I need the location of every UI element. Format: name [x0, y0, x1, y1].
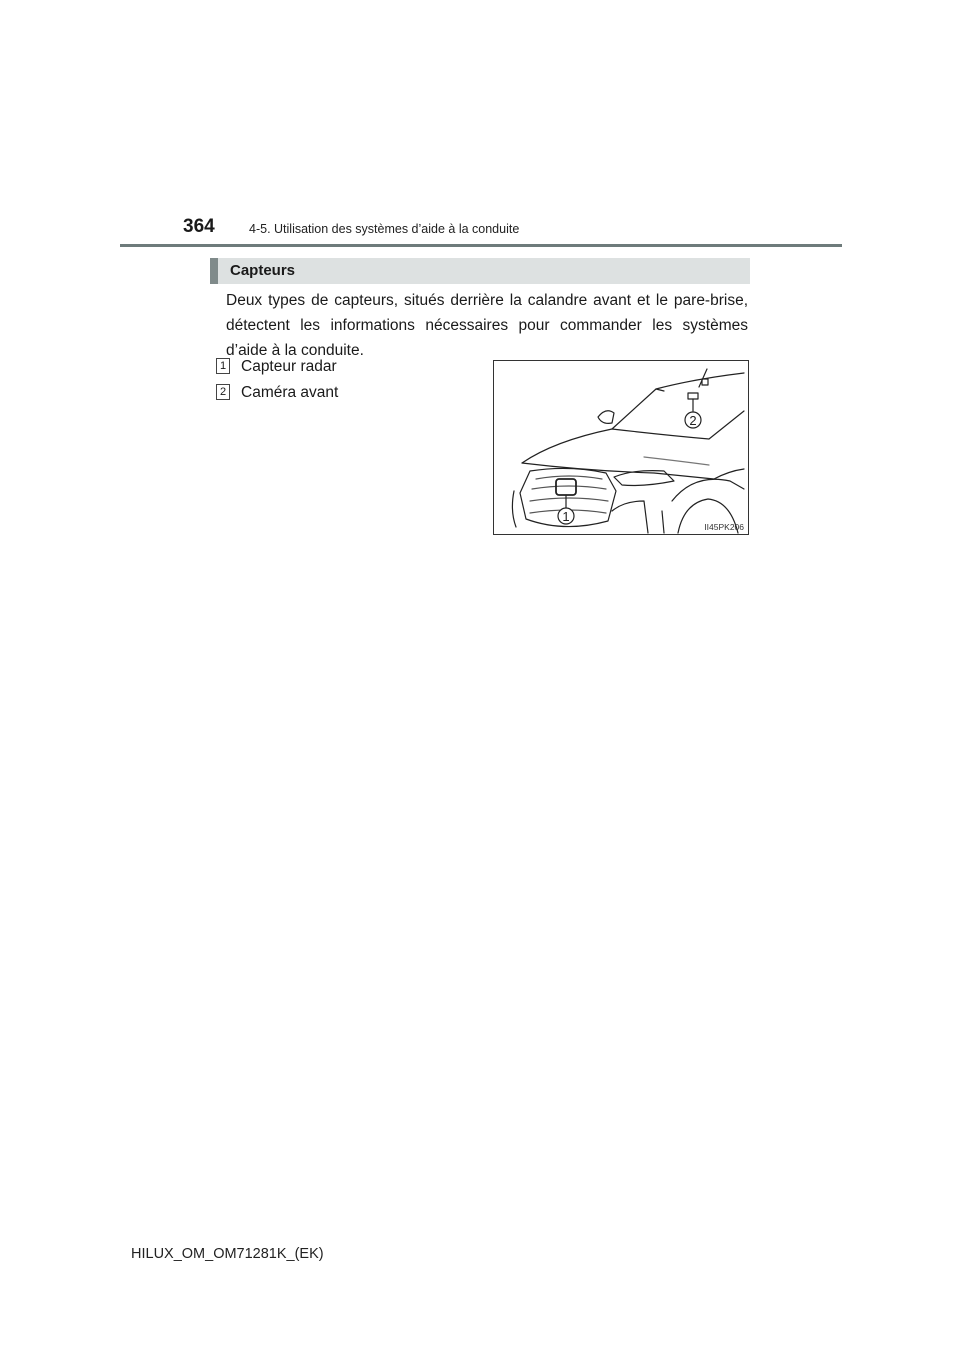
intro-paragraph: Deux types de capteurs, situés derrière la calandre avant et le pare-brise, détectent les informations nécessaires pour commander les systèmes d’aide à la conduite.	[226, 292, 748, 359]
front-camera	[688, 393, 698, 399]
windshield-bottom-edge	[612, 411, 744, 439]
hood-front-edge	[522, 429, 612, 463]
callout-2-label: 2	[689, 413, 697, 428]
item-label: Caméra avant	[241, 384, 339, 401]
list-item-radar	[216, 358, 337, 376]
figure-code: II45PK206	[704, 522, 744, 532]
section-heading-label: Capteurs	[230, 262, 296, 279]
section-title: 4-5. Utilisation des systèmes d’aide à la conduite	[249, 222, 520, 236]
header-divider	[120, 244, 842, 247]
windshield-top-edge	[612, 373, 744, 429]
vehicle-sensor-illustration	[493, 360, 749, 535]
section-heading	[210, 258, 750, 284]
front-fender	[672, 479, 744, 501]
side-mirror	[598, 411, 614, 424]
callout-1-label: 1	[562, 509, 570, 524]
item-number-badge: 1	[216, 358, 230, 374]
item-number-badge: 2	[216, 384, 230, 400]
vehicle-drawing	[494, 361, 748, 534]
radar-sensor	[556, 479, 576, 495]
list-item-camera	[216, 384, 338, 402]
document-footer: HILUX_OM_OM71281K_(EK)	[131, 1246, 324, 1262]
item-label: Capteur radar	[241, 358, 337, 375]
page-number: 364	[183, 216, 215, 237]
